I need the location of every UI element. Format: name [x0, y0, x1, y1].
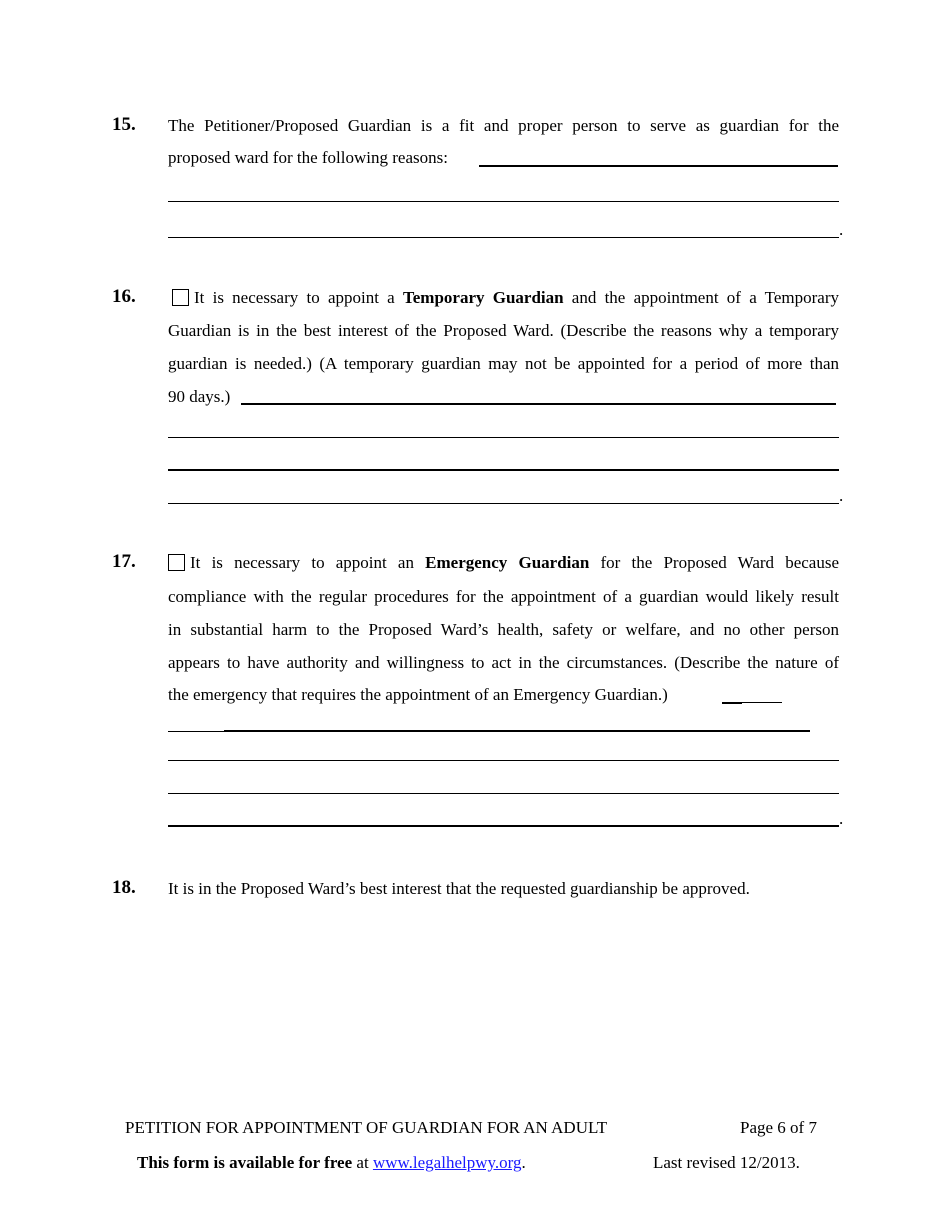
section-15-answer-line-1[interactable] — [479, 165, 838, 167]
section-16-end-mark: . — [839, 486, 844, 505]
section-15-number: 15. — [112, 114, 136, 135]
section-17-line-4: appears to have authority and willingness to act in the circumstances. (Describe the nature of — [168, 653, 839, 672]
section-17-answer-line-3[interactable] — [168, 760, 839, 761]
section-17-number: 17. — [112, 551, 136, 572]
section-17-answer-line-2b[interactable] — [224, 730, 810, 732]
footer-period: . — [521, 1153, 526, 1172]
section-17-line-1-pre: It is necessary to appoint an — [190, 553, 426, 572]
section-17-line-1-post: for the Proposed Ward because — [589, 553, 840, 572]
section-17-answer-line-4[interactable] — [168, 793, 839, 794]
section-15-line-2: proposed ward for the following reasons: — [168, 148, 448, 167]
section-16-answer-line-1[interactable] — [241, 403, 836, 405]
section-16-line-1-post: and the appointment of a Temporary — [563, 288, 840, 307]
section-17-line-3: in substantial harm to the Proposed Ward’s health, safety or welfare, and no other person — [168, 620, 839, 639]
section-16-answer-line-2[interactable] — [168, 437, 839, 438]
section-15-answer-line-3[interactable] — [168, 237, 839, 238]
section-17-answer-line-1a[interactable] — [722, 702, 742, 704]
section-15-end-mark: . — [839, 220, 844, 239]
section-18-number: 18. — [112, 877, 136, 898]
section-17-answer-line-1b[interactable] — [742, 702, 782, 703]
section-17-answer-line-5[interactable] — [168, 825, 839, 827]
emergency-guardian-checkbox[interactable] — [168, 554, 185, 571]
footer-page-number: Page 6 of 7 — [740, 1118, 817, 1137]
footer-at-text: at — [352, 1153, 373, 1172]
section-16-line-2: Guardian is in the best interest of the Proposed Ward. (Describe the reasons why a temporary — [168, 321, 839, 340]
section-15-answer-line-2[interactable] — [168, 201, 839, 202]
section-18-text: It is in the Proposed Ward’s best interest that the requested guardianship be approved. — [168, 879, 750, 898]
section-17-line-5: the emergency that requires the appointment of an Emergency Guardian.) — [168, 685, 668, 704]
section-16-answer-line-4[interactable] — [168, 503, 839, 504]
emergency-guardian-label: Emergency Guardian — [425, 553, 590, 572]
footer-free-text: This form is available for free — [137, 1153, 353, 1172]
section-16-line-3: guardian is needed.) (A temporary guardian may not be appointed for a period of more than — [168, 354, 839, 373]
temporary-guardian-checkbox[interactable] — [172, 289, 189, 306]
section-16-number: 16. — [112, 286, 136, 307]
footer-availability — [137, 1153, 526, 1173]
section-17-line-2: compliance with the regular procedures for the appointment of a guardian would likely result — [168, 587, 839, 606]
footer-website-link[interactable]: www.legalhelpwy.org — [372, 1153, 522, 1172]
section-15-line-1: The Petitioner/Proposed Guardian is a fit and proper person to serve as guardian for the — [168, 116, 839, 135]
section-17-line-1 — [168, 553, 839, 573]
section-16-answer-line-3[interactable] — [168, 469, 839, 471]
temporary-guardian-label: Temporary Guardian — [402, 288, 564, 307]
section-16-line-4: 90 days.) — [168, 387, 231, 406]
section-17-end-mark: . — [839, 809, 844, 828]
section-16-line-1 — [172, 288, 839, 308]
section-16-line-1-pre: It is necessary to appoint a — [194, 288, 403, 307]
footer-form-title: PETITION FOR APPOINTMENT OF GUARDIAN FOR AN ADULT — [125, 1118, 608, 1137]
footer-last-revised: Last revised 12/2013. — [653, 1153, 800, 1172]
section-17-answer-line-2a[interactable] — [168, 731, 224, 732]
